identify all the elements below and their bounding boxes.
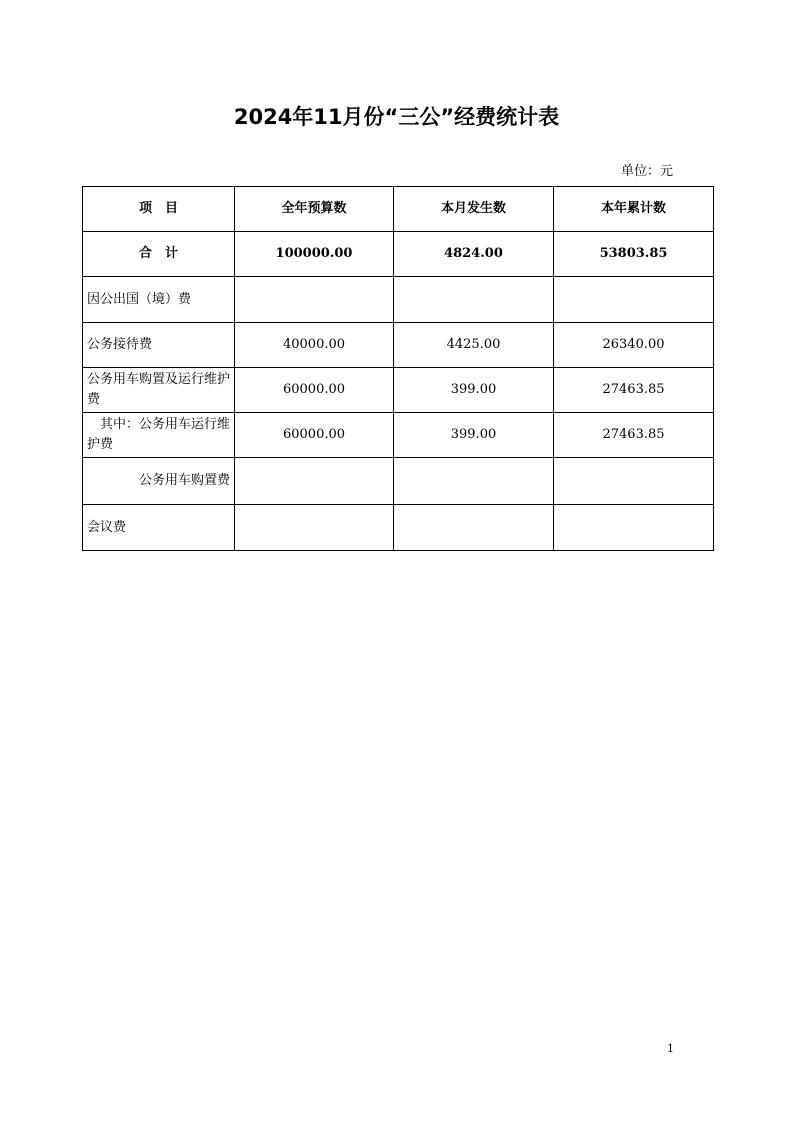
row-monthly-amount: 399.00: [394, 413, 554, 458]
row-monthly-amount: [394, 458, 554, 505]
row-annual-budget: [235, 277, 394, 323]
row-label: 公务接待费: [83, 323, 235, 368]
row-label: 公务用车购置费: [83, 458, 235, 505]
table-header-row: [83, 187, 714, 232]
row-monthly-amount: 399.00: [394, 368, 554, 413]
total-ytd: 53803.85: [554, 232, 714, 277]
row-ytd: [554, 505, 714, 551]
table-row: [83, 368, 714, 413]
row-ytd: 27463.85: [554, 368, 714, 413]
row-annual-budget: 40000.00: [235, 323, 394, 368]
page-number: 1: [667, 1042, 674, 1055]
unit-label: 单位：元: [620, 164, 673, 179]
total-monthly-amount: 4824.00: [394, 232, 554, 277]
row-annual-budget: [235, 505, 394, 551]
row-label: 公务用车购置及运行维护费: [83, 368, 235, 413]
row-annual-budget: 60000.00: [235, 368, 394, 413]
table-row: [83, 413, 714, 458]
row-monthly-amount: [394, 505, 554, 551]
row-ytd: [554, 277, 714, 323]
header-annual-budget: 全年预算数: [235, 187, 394, 232]
row-annual-budget: 60000.00: [235, 413, 394, 458]
expense-table: [82, 186, 714, 551]
row-label: 其中：公务用车运行维护费: [83, 413, 235, 458]
header-monthly-amount: 本月发生数: [394, 187, 554, 232]
row-annual-budget: [235, 458, 394, 505]
row-ytd: 26340.00: [554, 323, 714, 368]
row-monthly-amount: 4425.00: [394, 323, 554, 368]
page-title: 2024年11月份“三公”经费统计表: [233, 105, 560, 129]
table-row: [83, 277, 714, 323]
row-ytd: [554, 458, 714, 505]
header-item: 项 目: [83, 187, 235, 232]
row-label: 因公出国（境）费: [83, 277, 235, 323]
total-annual-budget: 100000.00: [235, 232, 394, 277]
total-row: [83, 232, 714, 277]
table-row: [83, 458, 714, 505]
table-row: [83, 323, 714, 368]
table-row: [83, 505, 714, 551]
header-ytd-total: 本年累计数: [554, 187, 714, 232]
row-label: 会议费: [83, 505, 235, 551]
total-label: 合 计: [83, 232, 235, 277]
row-ytd: 27463.85: [554, 413, 714, 458]
row-monthly-amount: [394, 277, 554, 323]
